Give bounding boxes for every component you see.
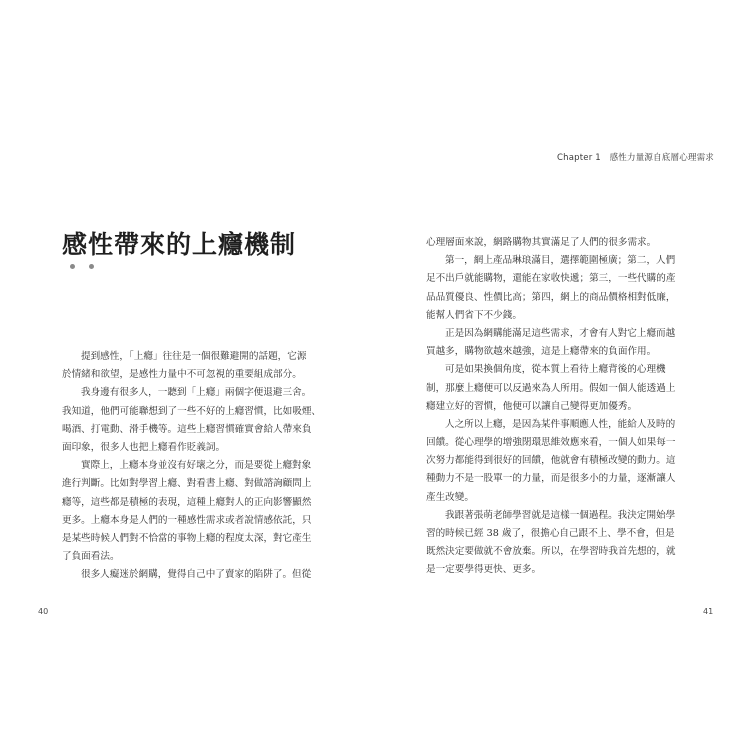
chapter-title: 感性帶來的上癮機制 (62, 230, 297, 259)
page-number-left: 40 (38, 607, 49, 616)
text-line: 了負面看法。 (62, 551, 120, 563)
ornament-dot (70, 264, 75, 269)
text-line: 回饋。從心理學的增強閉環思維效應來看，一個人如果每一 (426, 437, 676, 449)
text-line: 喝酒、打電動、滑手機等。這些上癮習慣確實會給人帶來負 (62, 423, 312, 435)
text-line: 我知道，他們可能聯想到了一些不好的上癮習慣，比如吸煙、 (62, 405, 322, 417)
text-line: 我身邊有很多人，一聽到「上癮」兩個字便退避三舍。 (81, 387, 312, 399)
text-line: 更多。上癮本身是人們的一種感性需求或者說情感依託，只 (62, 514, 312, 526)
text-line: 可是如果換個角度，從本質上看待上癮背後的心理機 (445, 364, 666, 376)
text-line: 第一，網上產品琳琅滿目，選擇範圍極廣；第二，人們 (445, 255, 676, 267)
text-line: 能幫人們省下不少錢。 (426, 309, 522, 321)
text-line: 癮等，這些都是積極的表現，這種上癮對人的正向影響顯然 (62, 496, 312, 508)
text-line: 是一定要學得更快、更多。 (426, 564, 542, 576)
text-line: 產生改變。 (426, 491, 474, 503)
ornament-dot (89, 264, 94, 269)
text-line: 品品質優良、性價比高；第四，網上的商品價格相對低廉， (426, 291, 676, 303)
text-line: 正是因為網購能滿足這些需求，才會有人對它上癮而越 (445, 327, 676, 339)
text-line: 種動力不是一股單一的力量，而是很多小的力量，逐漸讓人 (426, 473, 676, 485)
text-line: 很多人癡迷於網購，覺得自己中了賣家的陷阱了。但從 (81, 569, 312, 581)
title-ornament (70, 264, 94, 269)
text-line: 制，那麼上癮便可以反過來為人所用。假如一個人能透過上 (426, 382, 676, 394)
text-line: 實際上，上癮本身並沒有好壞之分，而是要從上癮對象 (81, 460, 312, 472)
left-page-body (62, 348, 324, 584)
text-line: 癮建立好的習慣，他便可以讓自己變得更加優秀。 (426, 400, 638, 412)
text-line: 是某些時候人們對不恰當的事物上癮的程度太深，對它產生 (62, 532, 312, 544)
text-line: 心理層面來說，網路購物其實滿足了人們的很多需求。 (426, 237, 657, 248)
text-line: 於情緒和欲望，是感性力量中不可忽視的重要組成部分。 (62, 369, 302, 381)
text-line: 既然決定要做就不會放棄。所以，在學習時我首先想的，就 (426, 546, 676, 558)
text-line: 習的時候已經 38 歲了，很擔心自己跟不上、學不會，但是 (426, 528, 675, 539)
text-line: 進行判斷。比如對學習上癮、對看書上癮、對做諮詢顧問上 (62, 478, 312, 490)
text-line: 我跟著張萌老師學習就是這樣一個過程。我決定開始學 (445, 509, 676, 521)
right-page-body (426, 234, 690, 580)
text-line: 足不出戶就能購物，還能在家收快遞；第三，一些代購的產 (426, 273, 676, 285)
text-line: 提到感性，「上癮」往往是一個很難避開的話題，它源 (81, 351, 307, 362)
text-line: 人之所以上癮，是因為某件事順應人性，能給人及時的 (445, 418, 676, 430)
running-head: Chapter 1 感性力量源自底層心理需求 (557, 153, 714, 163)
text-line: 次努力都能得到很好的回饋，他就會有積極改變的動力。這 (426, 455, 676, 467)
text-line: 買越多，購物欲越來越強，這是上癮帶來的負面作用。 (426, 346, 657, 358)
text-line: 面印象，很多人也把上癮看作貶義詞。 (62, 441, 226, 453)
page-number-right: 41 (703, 607, 714, 616)
